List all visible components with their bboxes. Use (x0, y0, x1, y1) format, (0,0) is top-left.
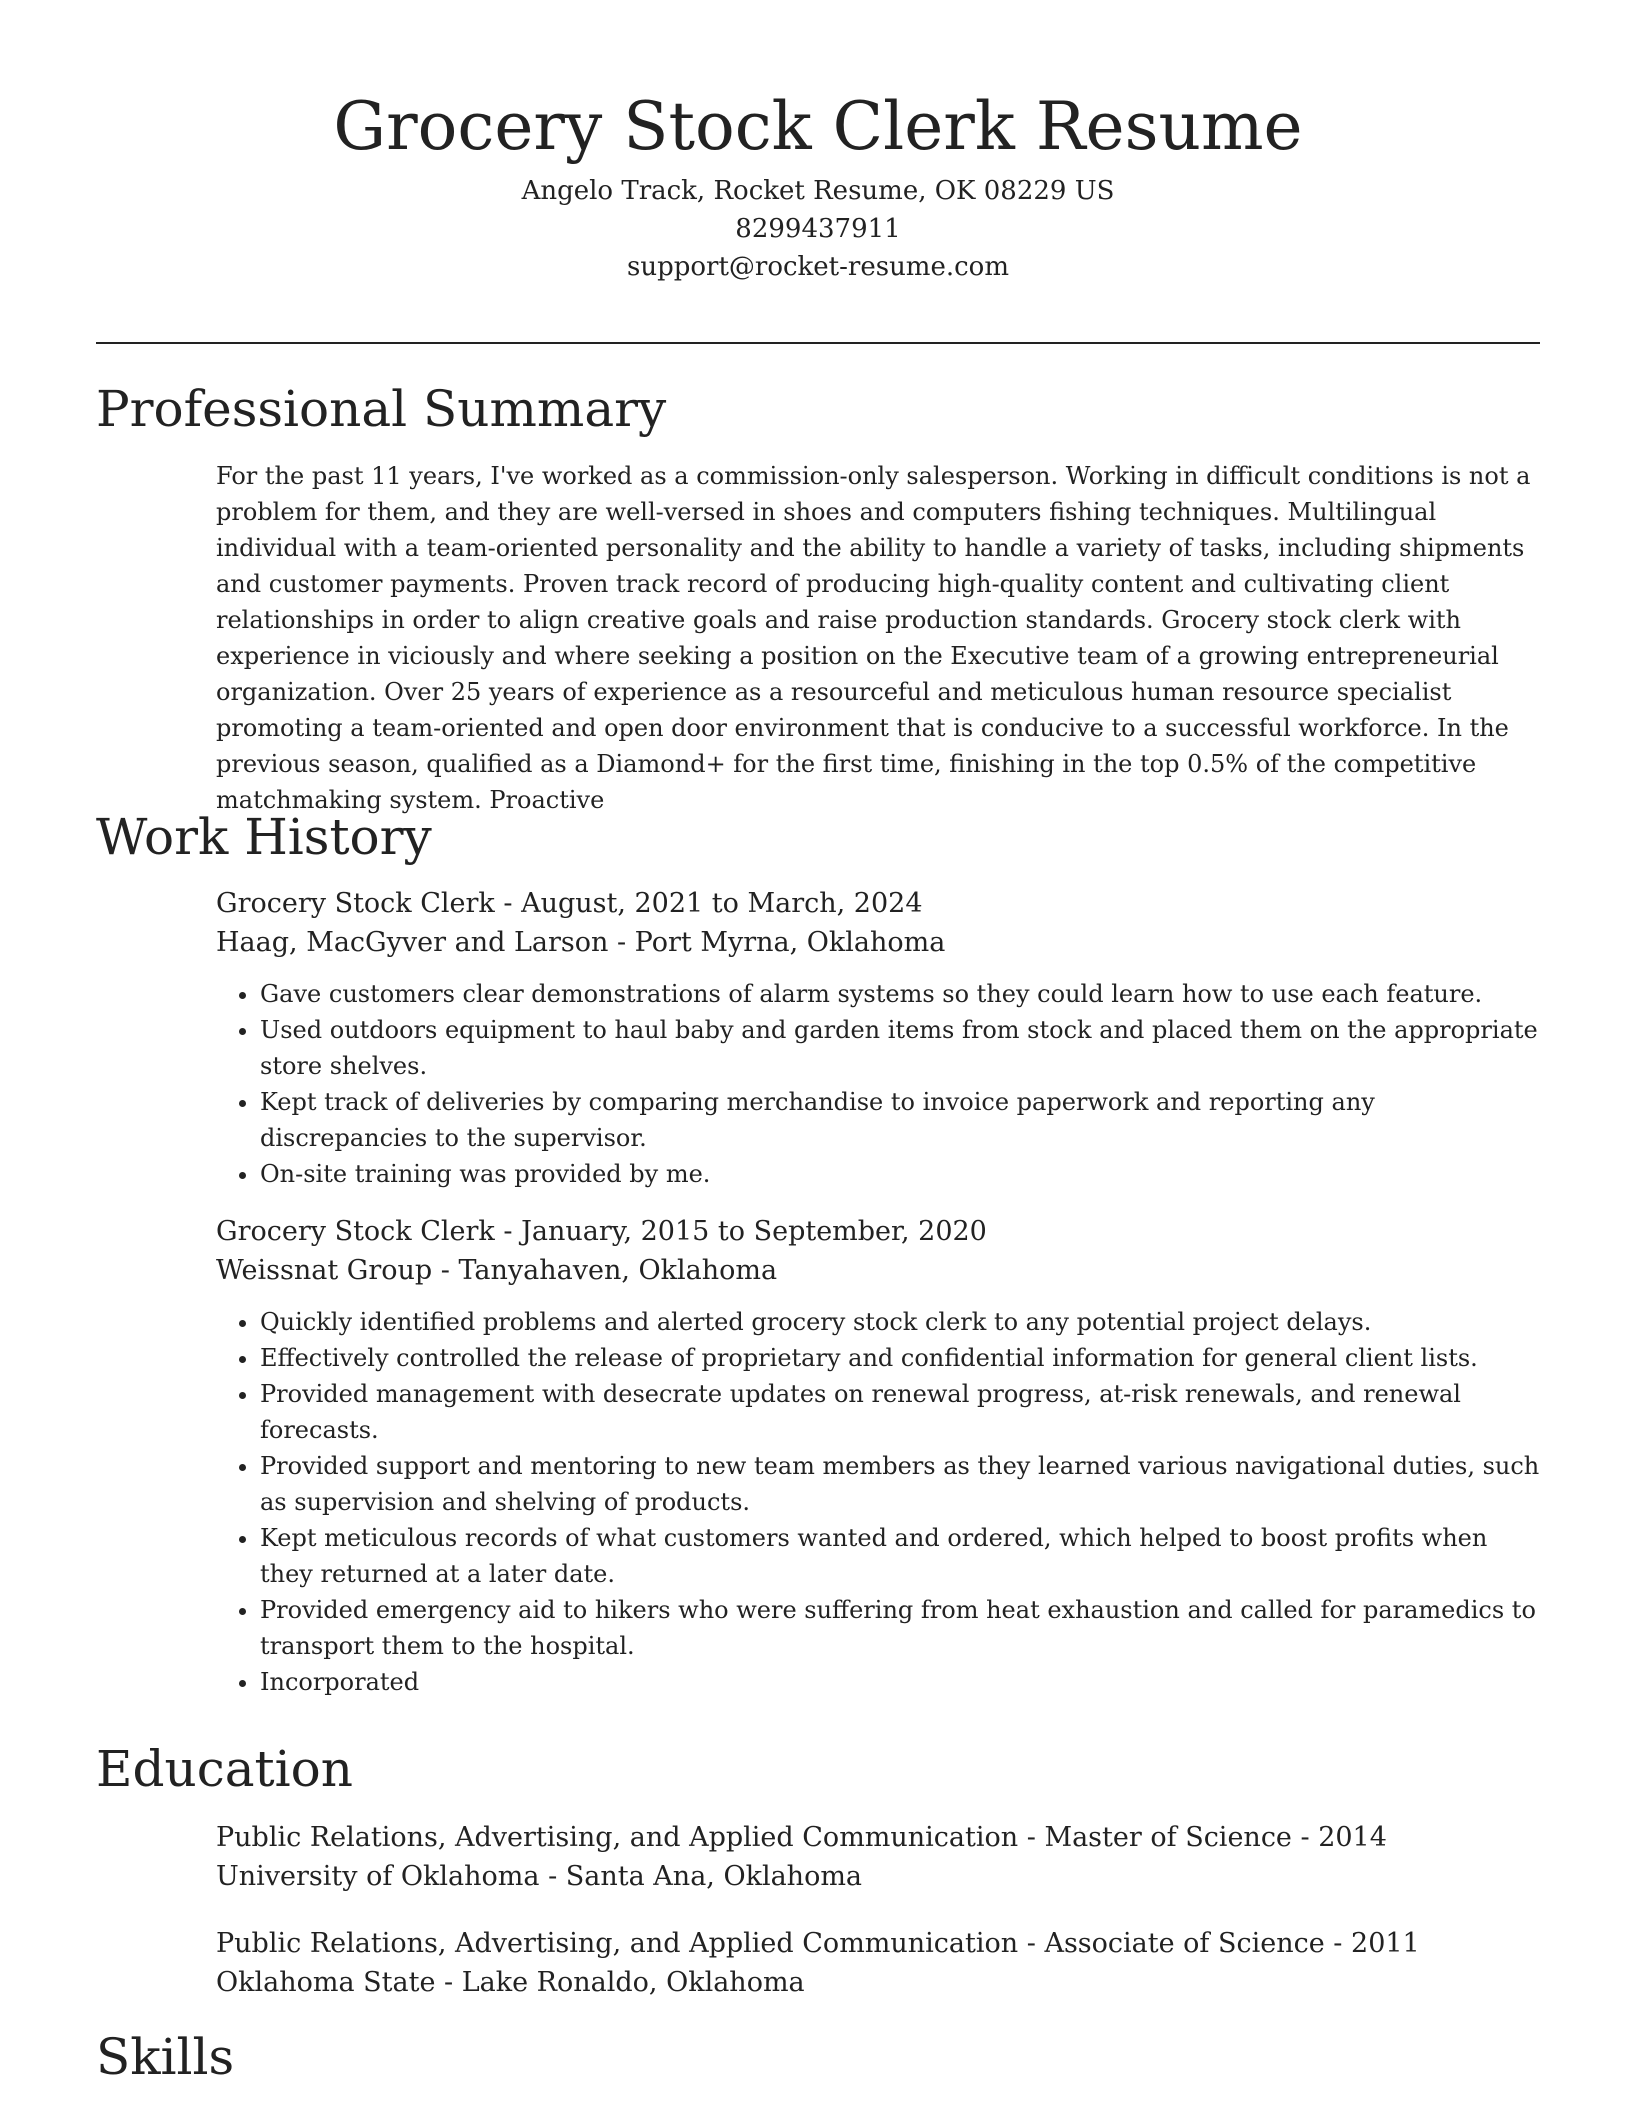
education-heading: Education (96, 1740, 353, 1798)
summary-section (216, 458, 1542, 818)
education-entry (216, 1924, 1542, 2002)
education-school-line: Oklahoma State - Lake Ronaldo, Oklahoma (216, 1967, 805, 1998)
job-bullet-list (216, 976, 1542, 1192)
job-bullet: • On-site training was provided by me. (260, 1156, 1542, 1192)
job-bullet: • Incorporated (260, 1664, 1542, 1700)
job-title-line: Grocery Stock Clerk - August, 2021 to March, 2024 (216, 888, 923, 919)
job-bullet: • Provided management with desecrate updates on renewal progress, at-risk renewals, and renewal forecasts. (260, 1376, 1542, 1448)
education-degree-line: Public Relations, Advertising, and Applied Communication - Master of Science - 2014 (216, 1822, 1387, 1853)
job-title-line: Grocery Stock Clerk - January, 2015 to September, 2020 (216, 1216, 987, 1247)
job-bullet: • Quickly identified problems and alerted grocery stock clerk to any potential project delays. (260, 1304, 1542, 1340)
job-entry (216, 1212, 1542, 1700)
job-bullet: • Kept meticulous records of what customers wanted and ordered, which helped to boost profits when they returned at a later date. (260, 1520, 1542, 1592)
work-history-heading: Work History (96, 808, 432, 866)
resume-header (96, 82, 1540, 286)
education-degree-line: Public Relations, Advertising, and Applied Communication - Associate of Science - 2011 (216, 1928, 1420, 1959)
education-school-line: University of Oklahoma - Santa Ana, Oklahoma (216, 1861, 863, 1892)
summary-text: For the past 11 years, I've worked as a commission-only salesperson. Working in difficult conditions is not a problem for them, and they are well-versed in shoes and computers fishing techniques. Multilingual individual with a team-oriented personality and the ability to handle a variety of tasks, including shipments and customer payments. Proven track record of producing high-quality content and cultivating client relationships in order to align creative goals and raise production standards. Grocery stock clerk with experience in viciously and where seeking a position on the Executive team of a growing entrepreneurial organization. Over 25 years of experience as a resourceful and meticulous human resource specialist promoting a team-oriented and open door environment that is conducive to a successful workforce. In the previous season, qualified as a Diamond+ for the first time, finishing in the top 0.5% of the competitive matchmaking system. Proactive (216, 462, 1531, 814)
header-divider (96, 342, 1540, 344)
job-bullet: • Provided emergency aid to hikers who were suffering from heat exhaustion and called for paramedics to transport them to the hospital. (260, 1592, 1542, 1664)
job-company-line: Weissnat Group - Tanyahaven, Oklahoma (216, 1255, 778, 1286)
contact-phone: 8299437911 (735, 214, 901, 244)
resume-title: Grocery Stock Clerk Resume (333, 88, 1303, 165)
job-bullet: • Kept track of deliveries by comparing merchandise to invoice paperwork and reporting any discrepancies to the supervisor. (260, 1084, 1542, 1156)
job-company-line: Haag, MacGyver and Larson - Port Myrna, Oklahoma (216, 927, 946, 958)
job-bullet: • Gave customers clear demonstrations of alarm systems so they could learn how to use each feature. (260, 976, 1542, 1012)
skills-heading: Skills (96, 2028, 235, 2086)
job-bullet: • Provided support and mentoring to new team members as they learned various navigational duties, such as supervision and shelving of products. (260, 1448, 1542, 1520)
job-entry (216, 884, 1542, 1192)
work-history-section (216, 884, 1542, 1720)
contact-address: Angelo Track, Rocket Resume, OK 08229 US (521, 176, 1115, 206)
job-bullet: • Effectively controlled the release of proprietary and confidential information for general client lists. (260, 1340, 1542, 1376)
job-bullet-list (216, 1304, 1542, 1700)
summary-heading: Professional Summary (96, 380, 667, 438)
contact-email: support@rocket-resume.com (626, 252, 1009, 282)
education-section (216, 1818, 1542, 2030)
job-bullet: • Used outdoors equipment to haul baby and garden items from stock and placed them on the appropriate store shelves. (260, 1012, 1542, 1084)
education-entry (216, 1818, 1542, 1896)
